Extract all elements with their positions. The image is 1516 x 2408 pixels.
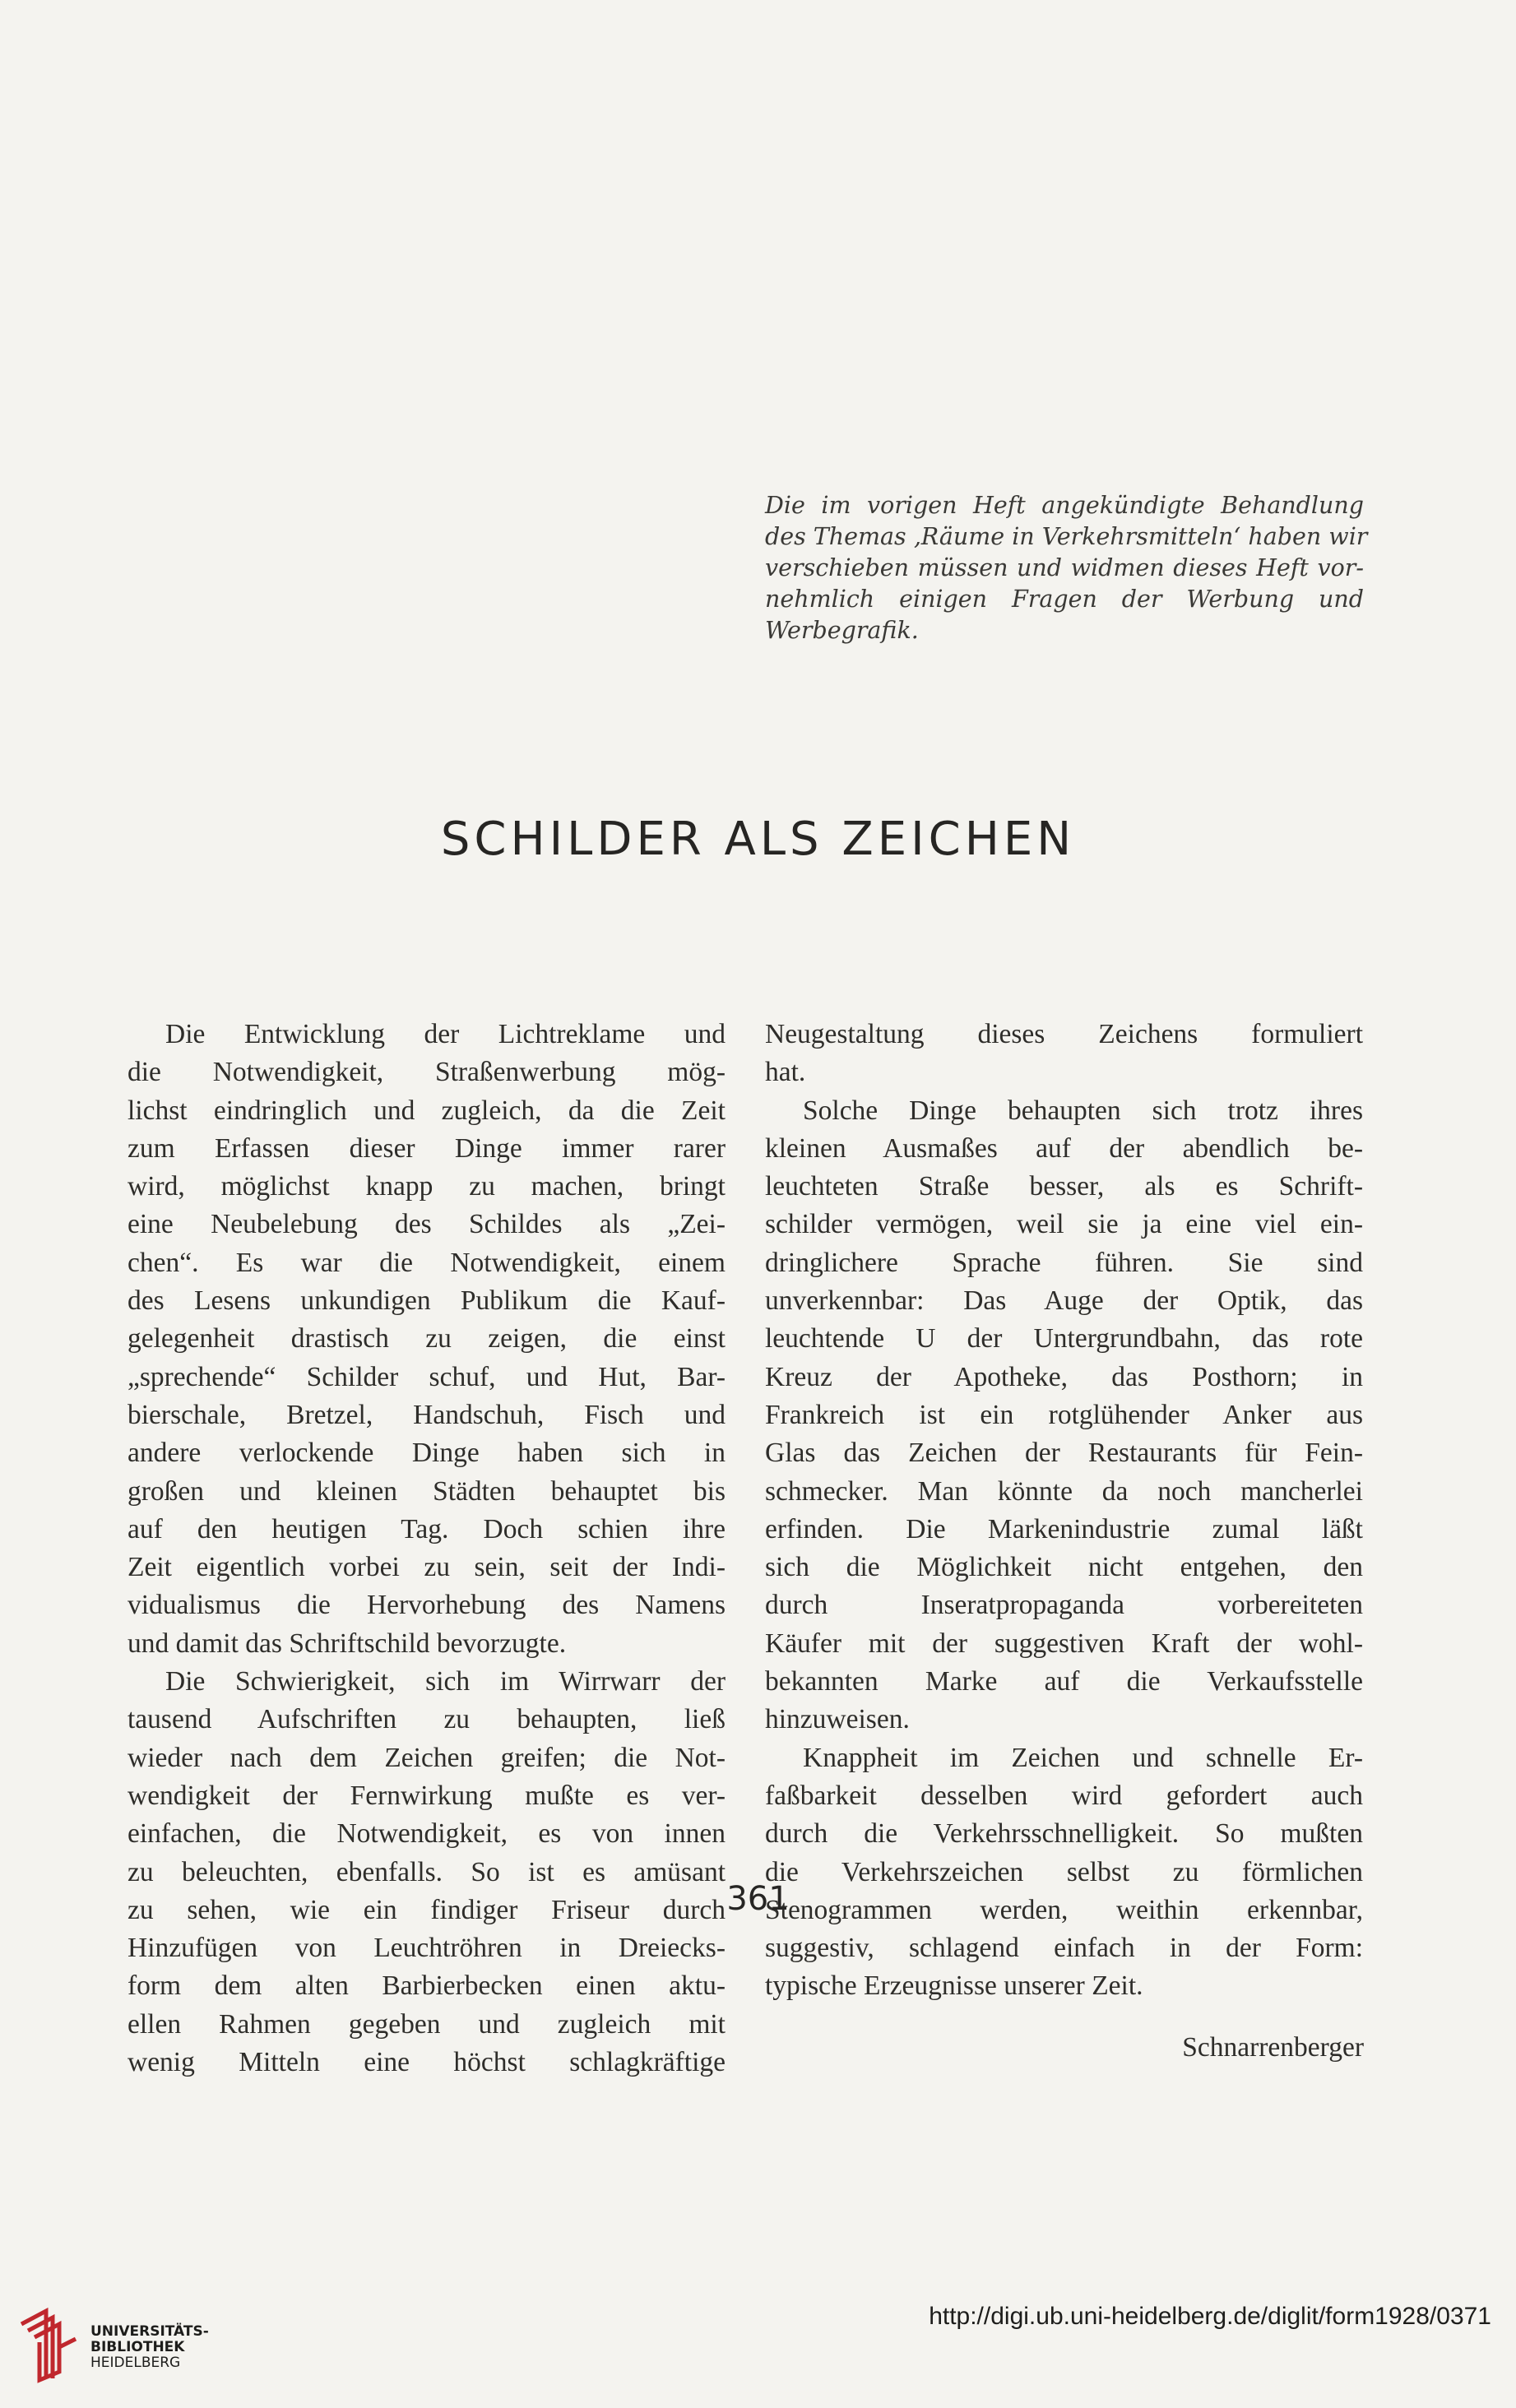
article-column-right bbox=[765, 1016, 1363, 2006]
institution-name bbox=[90, 2324, 209, 2371]
author-signature: Schnarrenberger bbox=[1182, 2032, 1364, 2063]
intro-note-line: verschieben müssen und widmen dieses Heft vor- bbox=[765, 554, 1364, 581]
text-line: eine Neubelebung des Schildes als „Zei- bbox=[127, 1209, 726, 1240]
text-line: typische Erzeugnisse unserer Zeit. bbox=[765, 1970, 1143, 2002]
text-line: erfinden. Die Markenindustrie zumal läßt bbox=[765, 1513, 1363, 1544]
article-column-left bbox=[127, 1016, 726, 2082]
text-line: zu beleuchten, ebenfalls. So ist es amüsant bbox=[127, 1856, 726, 1887]
text-line: kleinen Ausmaßes auf der abendlich be- bbox=[765, 1132, 1363, 1164]
text-line: Knappheit im Zeichen und schnelle Er- bbox=[803, 1742, 1363, 1773]
text-line: „sprechende“ Schilder schuf, und Hut, Bar- bbox=[127, 1361, 726, 1392]
text-line: sich die Möglichkeit nicht entgehen, den bbox=[765, 1552, 1363, 1583]
text-line: durch die Verkehrsschnelligkeit. So mußten bbox=[765, 1818, 1363, 1850]
text-line: hat. bbox=[765, 1057, 806, 1088]
text-line: Zeit eigentlich vorbei zu sein, seit der Indi- bbox=[127, 1552, 726, 1583]
institution-line: UNIVERSITÄTS- bbox=[90, 2323, 209, 2340]
intro-note-line: Werbegrafik. bbox=[765, 617, 919, 644]
text-line: Die Schwierigkeit, sich im Wirrwarr der bbox=[165, 1666, 726, 1697]
text-line: die Verkehrszeichen selbst zu förmlichen bbox=[765, 1856, 1363, 1887]
text-line: und damit das Schriftschild bevorzugte. bbox=[127, 1628, 567, 1659]
text-line: Stenogrammen werden, weithin erkennbar, bbox=[765, 1894, 1363, 1925]
text-line: dringlichere Sprache führen. Sie sind bbox=[765, 1247, 1363, 1278]
institution-line: BIBLIOTHEK bbox=[90, 2339, 185, 2355]
text-line: Hinzufügen von Leuchtröhren in Dreiecks- bbox=[127, 1933, 726, 1964]
library-logo-icon bbox=[15, 2306, 89, 2384]
intro-note bbox=[765, 490, 1368, 646]
text-line: ellen Rahmen gegeben und zugleich mit bbox=[127, 2008, 726, 2040]
page-number: 361 bbox=[726, 1880, 790, 1918]
text-line: unverkennbar: Das Auge der Optik, das bbox=[765, 1285, 1363, 1317]
text-line: hinzuweisen. bbox=[765, 1704, 910, 1735]
text-line: wenig Mitteln eine höchst schlagkräftige bbox=[127, 2047, 726, 2078]
text-line: form dem alten Barbierbecken einen aktu- bbox=[127, 1970, 726, 2002]
text-line: bierschale, Bretzel, Handschuh, Fisch und bbox=[127, 1399, 726, 1430]
text-line: Neugestaltung dieses Zeichens formuliert bbox=[765, 1019, 1363, 1049]
text-line: gelegenheit drastisch zu zeigen, die einst bbox=[127, 1323, 726, 1354]
text-line: suggestiv, schlagend einfach in der Form: bbox=[765, 1933, 1363, 1964]
text-line: Solche Dinge behaupten sich trotz ihres bbox=[803, 1095, 1363, 1126]
text-line: leuchteten Straße besser, als es Schrift- bbox=[765, 1171, 1363, 1202]
source-url-link[interactable]: http://digi.ub.uni-heidelberg.de/diglit/form1928/0371 bbox=[929, 2303, 1491, 2330]
text-line: wird, möglichst knapp zu machen, bringt bbox=[127, 1171, 726, 1202]
text-line: auf den heutigen Tag. Doch schien ihre bbox=[127, 1513, 726, 1544]
text-line: tausend Aufschriften zu behaupten, ließ bbox=[127, 1704, 726, 1735]
intro-note-line: Die im vorigen Heft angekündigte Behandlung bbox=[765, 492, 1364, 519]
intro-note-line: nehmlich einigen Fragen der Werbung und bbox=[765, 586, 1364, 613]
text-line: Frankreich ist ein rotglühender Anker aus bbox=[765, 1399, 1363, 1430]
text-line: andere verlockende Dinge haben sich in bbox=[127, 1438, 726, 1469]
institution-line: HEIDELBERG bbox=[90, 2355, 181, 2371]
text-line: schmecker. Man könnte da noch mancherlei bbox=[765, 1475, 1363, 1507]
text-line: einfachen, die Notwendigkeit, es von innen bbox=[127, 1818, 726, 1850]
text-line: die Notwendigkeit, Straßenwerbung mög- bbox=[127, 1057, 726, 1088]
text-line: bekannten Marke auf die Verkaufsstelle bbox=[765, 1666, 1363, 1697]
text-line: chen“. Es war die Notwendigkeit, einem bbox=[127, 1247, 726, 1278]
text-line: zu sehen, wie ein findiger Friseur durch bbox=[127, 1894, 726, 1925]
text-line: faßbarkeit desselben wird gefordert auch bbox=[765, 1780, 1363, 1811]
text-line: Glas das Zeichen der Restaurants für Fein- bbox=[765, 1438, 1363, 1469]
text-line: vidualismus die Hervorhebung des Namens bbox=[127, 1590, 726, 1621]
text-line: Käufer mit der suggestiven Kraft der wohl- bbox=[765, 1628, 1363, 1659]
text-line: wendigkeit der Fernwirkung mußte es ver- bbox=[127, 1780, 726, 1811]
text-line: Kreuz der Apotheke, das Posthorn; in bbox=[765, 1361, 1363, 1392]
text-line: Die Entwicklung der Lichtreklame und bbox=[165, 1019, 726, 1049]
text-line: durch Inseratpropaganda vorbereiteten bbox=[765, 1590, 1363, 1621]
text-line: des Lesens unkundigen Publikum die Kauf- bbox=[127, 1285, 726, 1317]
text-line: schilder vermögen, weil sie ja eine viel ein- bbox=[765, 1209, 1363, 1240]
text-line: wieder nach dem Zeichen greifen; die Not- bbox=[127, 1742, 726, 1773]
intro-note-line: des Themas ‚Räume in Verkehrsmitteln‘ haben wir bbox=[765, 523, 1368, 550]
text-line: zum Erfassen dieser Dinge immer rarer bbox=[127, 1132, 726, 1164]
article-title: SCHILDER ALS ZEICHEN bbox=[440, 813, 1076, 866]
text-line: leuchtende U der Untergrundbahn, das rote bbox=[765, 1323, 1363, 1354]
text-line: lichst eindringlich und zugleich, da die Zeit bbox=[127, 1095, 726, 1126]
text-line: großen und kleinen Städten behauptet bis bbox=[127, 1475, 726, 1507]
